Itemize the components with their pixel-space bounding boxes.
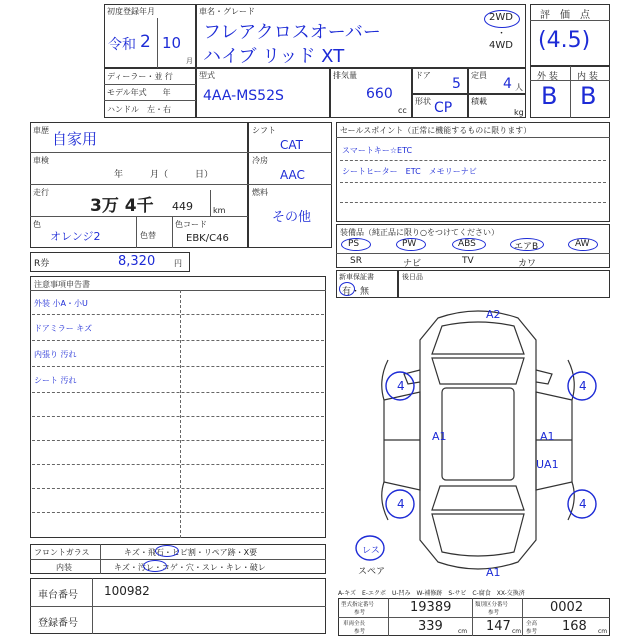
sales-line-1: スマートキー☆ETC — [342, 146, 413, 155]
car-name: フレアクロスオーバー — [203, 22, 381, 43]
height-value: 168 — [562, 619, 587, 634]
height-label: 全高 — [526, 621, 538, 627]
mileage-sub: 449 — [172, 200, 193, 213]
model-spec-sub: 参考 — [354, 610, 366, 616]
capacity-value: 4 — [503, 76, 512, 92]
shape-value: CP — [434, 100, 453, 116]
mileage-value: 3万 4千 — [90, 196, 154, 216]
cc-unit: cc — [398, 106, 407, 115]
dealer-label: ディーラー・並 行 — [107, 72, 173, 81]
reg-year-label: 初度登録年月 — [107, 7, 155, 16]
note-line-1: 外装 小A・小U — [34, 299, 88, 308]
notes-box — [30, 276, 326, 538]
fuel-label: 燃料 — [252, 188, 268, 197]
era: 令和 — [108, 37, 136, 53]
mark-rr-tire: 4 — [579, 497, 587, 511]
vehicle-type: 自家用 — [52, 130, 98, 148]
score-label: 評 価 点 — [540, 10, 590, 21]
ac-label: 冷房 — [252, 156, 268, 165]
doors-value: 5 — [452, 76, 461, 92]
recycle-value: 8,320 — [118, 254, 156, 269]
car-grade: ハイブ リッド XT — [203, 46, 345, 67]
mark-fl-tire: 4 — [397, 379, 405, 393]
color-change-label: 色替 — [140, 231, 156, 240]
length-label: 車両全長 — [343, 621, 366, 627]
month: 10 — [162, 34, 182, 52]
year: 2 — [140, 32, 151, 52]
doors-label: ドア — [415, 71, 431, 80]
model-value: 4AA-MS52S — [203, 88, 284, 104]
equip-pw: PW — [402, 239, 417, 249]
mark-rear: A1 — [486, 566, 501, 579]
equip-leather: カワ — [518, 259, 537, 269]
sales-points-label: セールスポイント（正常に機能するものに限ります） — [340, 126, 532, 135]
spare-label: スペア — [358, 567, 386, 577]
equip-ps: PS — [348, 239, 360, 249]
shape-label: 形状 — [415, 97, 431, 106]
category-label: 類別区分番号 — [475, 602, 509, 608]
after-label: 後日品 — [402, 273, 423, 281]
mark-front: A2 — [486, 308, 501, 321]
equip-tv: TV — [462, 256, 474, 266]
equipment-label: 装備品（純正品に限り○をつけてください） — [340, 228, 499, 237]
fuel-value: その他 — [272, 210, 312, 225]
recycle-box — [30, 252, 190, 272]
front-glass-label: フロントガラス — [34, 548, 90, 557]
persons-unit: 人 — [515, 83, 523, 92]
car-grade-label: 車名・グレード — [199, 7, 255, 16]
color-value: オレンジ2 — [50, 230, 101, 243]
note-line-4: シート 汚れ — [34, 376, 77, 385]
recycle-label: R券 — [34, 259, 50, 269]
interior-cond-value: キズ・汚レ・コゲ・穴・スレ・キレ・破レ — [114, 563, 266, 572]
warranty-label: 新車保証書 — [339, 273, 374, 281]
color-code-label: 色コード — [175, 220, 207, 229]
capacity-label: 定員 — [471, 71, 487, 80]
exterior-label: 外 装 — [537, 72, 558, 82]
note-line-2: ドアミラー キズ — [34, 324, 93, 333]
front-glass-value: キズ・飛石・ヒビ割・リペア跡・X要 — [124, 548, 258, 557]
month-unit: 月 — [186, 57, 193, 65]
vehicle-type-label: 車歴 — [33, 126, 49, 135]
model-spec-value: 19389 — [410, 600, 452, 615]
reg-number-label: 登録番号 — [38, 618, 78, 629]
note-line-3: 内張り 汚れ — [34, 350, 77, 359]
model-spec-label: 型式指定番号 — [341, 602, 375, 608]
equip-abs: ABS — [458, 239, 476, 249]
warranty-value: 有・無 — [342, 287, 370, 297]
height-unit: cm — [598, 628, 608, 635]
category-sub: 参考 — [488, 610, 500, 616]
width-value: 147 — [486, 619, 511, 634]
displacement-label: 排気量 — [333, 71, 357, 80]
model-label: 型式 — [199, 71, 215, 80]
mark-left-door: A1 — [432, 430, 447, 443]
drive-sep: ・ — [497, 29, 507, 39]
model-year-label: モデル年式 年 — [107, 88, 171, 97]
handle-label: ハンドル 左・右 — [107, 105, 171, 114]
exterior-grade: B — [541, 82, 558, 110]
mark-right-door-2: UA1 — [536, 458, 559, 471]
mileage-label: 走行 — [33, 188, 49, 197]
mark-right-door: A1 — [540, 430, 555, 443]
drive-4wd: 4WD — [489, 40, 513, 51]
ac-value: AAC — [280, 168, 305, 182]
interior-cond-label: 内装 — [56, 563, 72, 572]
chip-circle — [155, 545, 179, 557]
color-code-value: EBK/C46 — [186, 233, 229, 244]
yen-unit: 円 — [174, 259, 182, 268]
inspection-value: 年 月（ 日） — [114, 170, 214, 180]
notes-label: 注意事項申告書 — [34, 280, 90, 289]
shift-value: CAT — [280, 138, 303, 152]
km-unit: km — [213, 206, 226, 215]
length-unit: cm — [458, 628, 468, 635]
displacement-value: 660 — [366, 86, 393, 102]
score-value: (4.5) — [538, 28, 591, 53]
kg-unit: kg — [514, 108, 524, 117]
mark-spare: レス — [362, 546, 380, 556]
mark-fr-tire: 4 — [579, 379, 587, 393]
equip-navi: ナビ — [403, 259, 422, 269]
color-label: 色 — [33, 220, 41, 229]
mark-rl-tire: 4 — [397, 497, 405, 511]
height-sub: 参考 — [526, 629, 538, 635]
sales-line-2: シートヒーター ETC メモリーナビ — [342, 167, 477, 176]
interior-label: 内 装 — [577, 72, 598, 82]
equip-sr: SR — [350, 256, 362, 266]
equip-airbag: エアB — [514, 242, 539, 252]
interior-grade: B — [580, 82, 597, 110]
length-value: 339 — [418, 619, 443, 634]
length-sub: 参考 — [354, 629, 366, 635]
chassis-label: 車台番号 — [38, 590, 78, 601]
shift-label: シフト — [252, 126, 276, 135]
equip-aw: AW — [575, 239, 590, 249]
chassis-value: 100982 — [104, 584, 150, 598]
width-unit: cm — [512, 628, 522, 635]
load-label: 積載 — [471, 97, 487, 106]
category-value: 0002 — [550, 600, 584, 615]
stain-circle — [143, 560, 167, 572]
drive-2wd: 2WD — [489, 12, 513, 23]
damage-legend: A-キズ E-エクボ U-凹み W-補修跡 S-サビ C-腐食 XX-交換済 — [338, 590, 525, 597]
car-diagram — [338, 300, 618, 580]
inspection-label: 車検 — [33, 156, 49, 165]
after-box — [398, 270, 610, 298]
